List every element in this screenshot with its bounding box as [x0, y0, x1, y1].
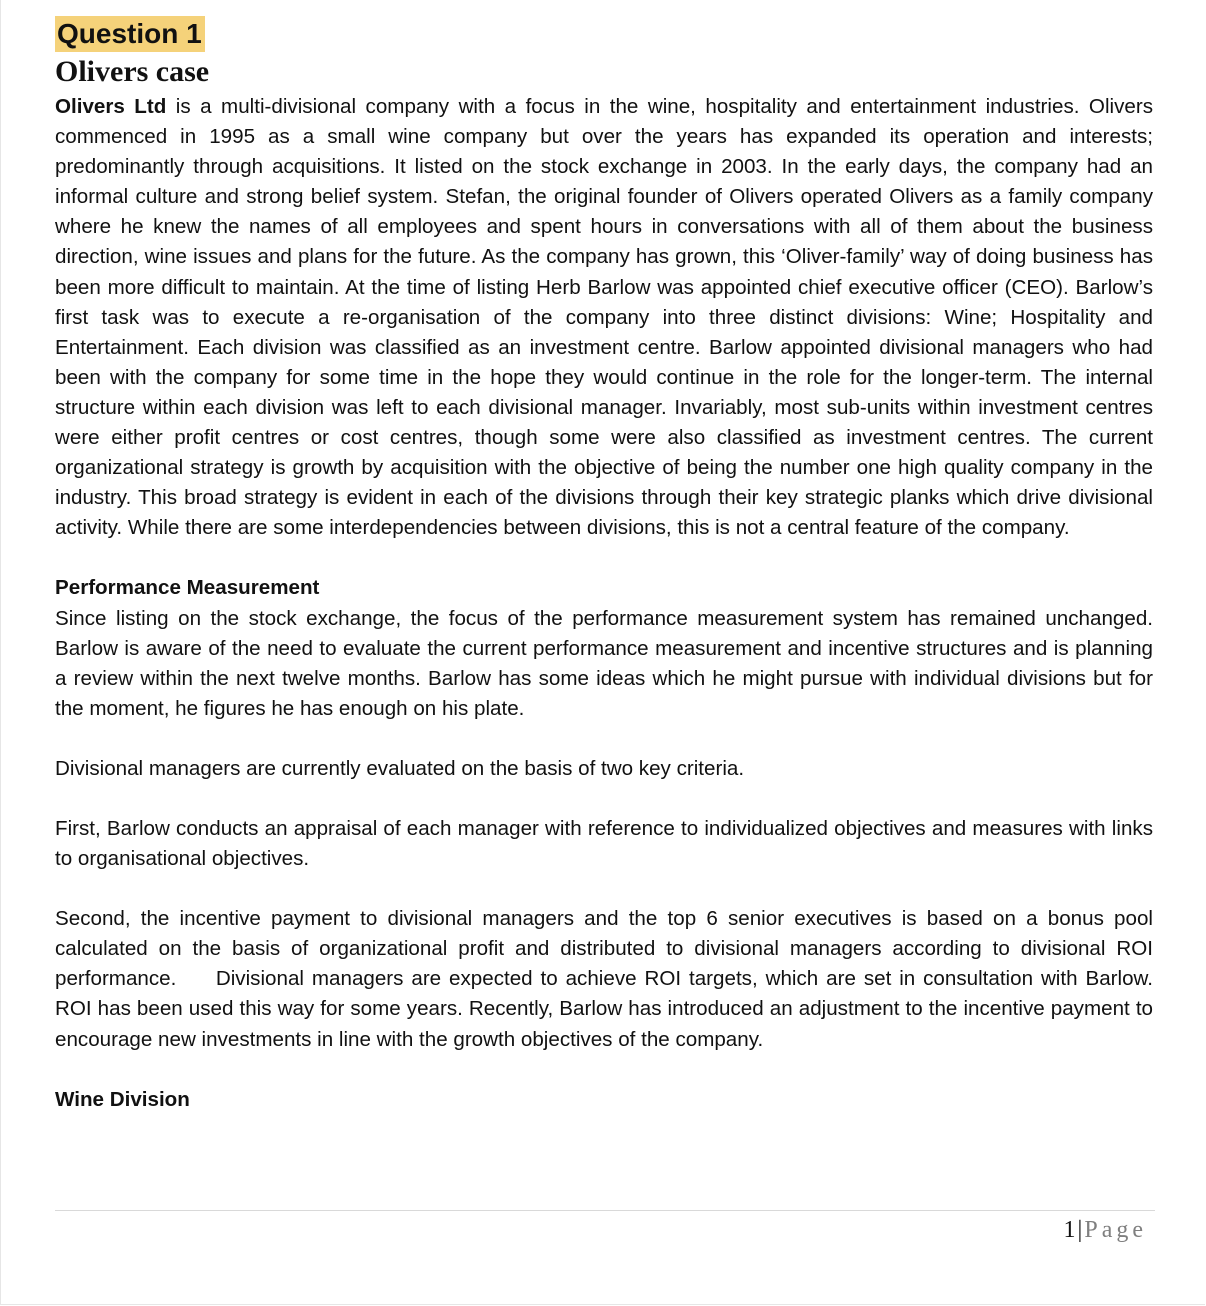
performance-paragraph-4: Second, the incentive payment to divisional managers and the top 6 senior executives is based on a bonus pool calculated on the basis of organizational profit and distributed to divisional managers according to divisional ROI performance. Divisional managers are expected to achieve ROI targets, which are set in consultation with Barlow. ROI has been used this way for some years. Recently, Barlow has introduced an adjustment to the incentive payment to encourage new investments in line with the growth objectives of the company.	[55, 907, 1165, 1051]
performance-heading: Performance Measurement	[55, 576, 320, 600]
footer-separator: |	[1077, 1217, 1083, 1243]
paragraph-spacer	[55, 874, 1153, 904]
page-label: Page	[1084, 1217, 1147, 1243]
wine-division-heading: Wine Division	[55, 1087, 190, 1111]
case-title: Olivers case	[55, 55, 210, 88]
question-heading: Question 1	[55, 16, 205, 52]
performance-paragraph-3: First, Barlow conducts an appraisal of each manager with reference to individualized objectives and measures with links to organisational objectives.	[55, 816, 1153, 871]
performance-paragraph-2: Divisional managers are currently evaluated on the basis of two key criteria.	[55, 756, 745, 780]
footer-divider	[55, 1210, 1155, 1211]
paragraph-spacer	[55, 784, 1153, 814]
intro-text: is a multi-divisional company with a focus in the wine, hospitality and entertainment industries. Olivers commenced in 1995 as a small wine company but over the years has expanded its operation and interests; predominantly through acquisitions. It listed on the stock exchange in 2003. In the early days, the company had an informal culture and strong belief system. Stefan, the original founder of Olivers operated Olivers as a family company where he knew the names of all employees and spent hours in conversations with all of them about the business direction, wine issues and plans for the future. As the company has grown, this ‘Oliver-family’ way of doing business has been more difficult to maintain. At the time of listing Herb Barlow was appointed chief executive officer (CEO). Barlow’s first task was to execute a re-organisation of the company into three distinct divisions: Wine; Hospitality and Entertainment. Each division was classified as an investment centre. Barlow appointed divisional managers who had been with the company for some time in the hope they would continue in the role for the longer-term. The internal structure within each division was left to each divisional manager. Invariably, most sub-units within investment centres were either profit centres or cost centres, though some were also classified as investment centres. The current organizational strategy is growth by acquisition with the objective of being the number one high quality company in the industry. This broad strategy is evident in each of the divisions through their key strategic planks which drive divisional activity. While there are some interdependencies between divisions, this is not a central feature of the company.	[55, 95, 1153, 540]
document-body	[55, 16, 1165, 1115]
paragraph-spacer	[55, 724, 1153, 754]
intro-paragraph	[55, 92, 1153, 543]
page-footer	[1064, 1214, 1147, 1246]
paragraph-spacer	[55, 543, 1153, 573]
company-name: Olivers Ltd	[55, 95, 167, 118]
paragraph-spacer	[55, 1055, 1153, 1085]
performance-paragraph-1: Since listing on the stock exchange, the focus of the performance measurement system has remained unchanged. Barlow is aware of the need to evaluate the current performance measurement and incentive structures and is planning a review within the next twelve months. Barlow has some ideas which he might pursue with individual divisions but for the moment, he figures he has enough on his plate.	[55, 606, 1153, 720]
page-number: 1	[1063, 1217, 1076, 1243]
